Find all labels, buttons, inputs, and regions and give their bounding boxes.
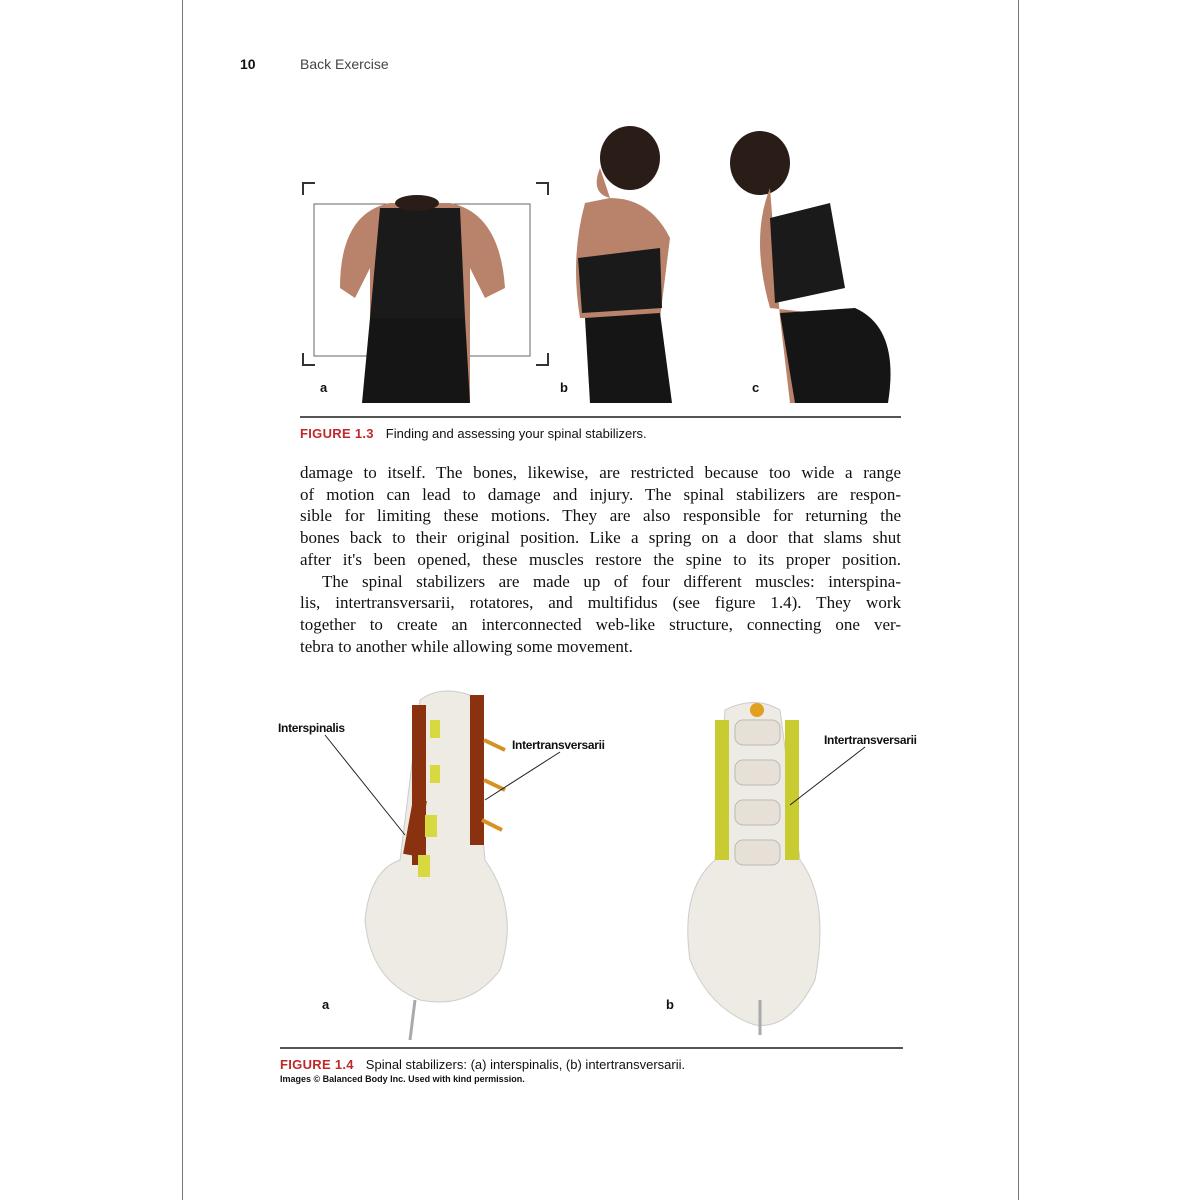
panel-label-b: b (666, 997, 674, 1012)
page-number: 10 (240, 56, 256, 72)
text-line: tebra to another while allowing some movement. (300, 636, 633, 656)
figure-1-4-caption (280, 1057, 685, 1072)
caption-text: Finding and assessing your spinal stabilizers. (385, 426, 647, 441)
photo-c-bent-view (730, 131, 891, 403)
figure-1-3-photos (300, 118, 900, 403)
text-line: The spinal stabilizers are made up of four different muscles: interspina- (322, 571, 901, 591)
label-intertransversarii-b: Intertransversarii (824, 733, 917, 747)
body-text (300, 462, 901, 657)
text-line: lis, intertransversarii, rotatores, and multifidus (see figure 1.4). They work (300, 593, 901, 613)
label-intertransversarii-a: Intertransversarii (512, 738, 605, 752)
panel-label-a: a (320, 380, 328, 395)
figure-divider (280, 1047, 903, 1049)
running-title: Back Exercise (300, 56, 389, 72)
photo-b-side-view (576, 126, 672, 403)
text-line: bones back to their original position. Like a spring on a door that slams shut (300, 528, 901, 548)
spine-model-b (688, 703, 820, 1036)
label-interspinalis: Interspinalis (278, 721, 345, 735)
text-line: together to create an interconnected web-like structure, connecting one ver- (300, 614, 901, 634)
panel-label-c: c (752, 380, 760, 395)
text-line: of motion can lead to damage and injury. The spinal stabilizers are respon- (300, 484, 901, 504)
panel-label-a: a (322, 997, 330, 1012)
photo-a-back-view (303, 183, 548, 403)
text-line: damage to itself. The bones, likewise, are restricted because too wide a range (300, 463, 901, 482)
image-credit: Images © Balanced Body Inc. Used with kind permission. (280, 1074, 525, 1084)
caption-text: Spinal stabilizers: (a) interspinalis, (b) intertransversarii. (365, 1057, 686, 1072)
figure-1-3-caption (300, 426, 647, 441)
figure-label: FIGURE 1.3 (300, 426, 374, 441)
text-line: after it's been opened, these muscles restore the spine to its proper position. (300, 549, 901, 569)
panel-label-b: b (560, 380, 568, 395)
text-line: sible for limiting these motions. They are also responsible for returning the (300, 506, 901, 526)
figure-label: FIGURE 1.4 (280, 1057, 354, 1072)
figure-divider (300, 416, 901, 418)
spine-model-a (365, 691, 507, 1040)
